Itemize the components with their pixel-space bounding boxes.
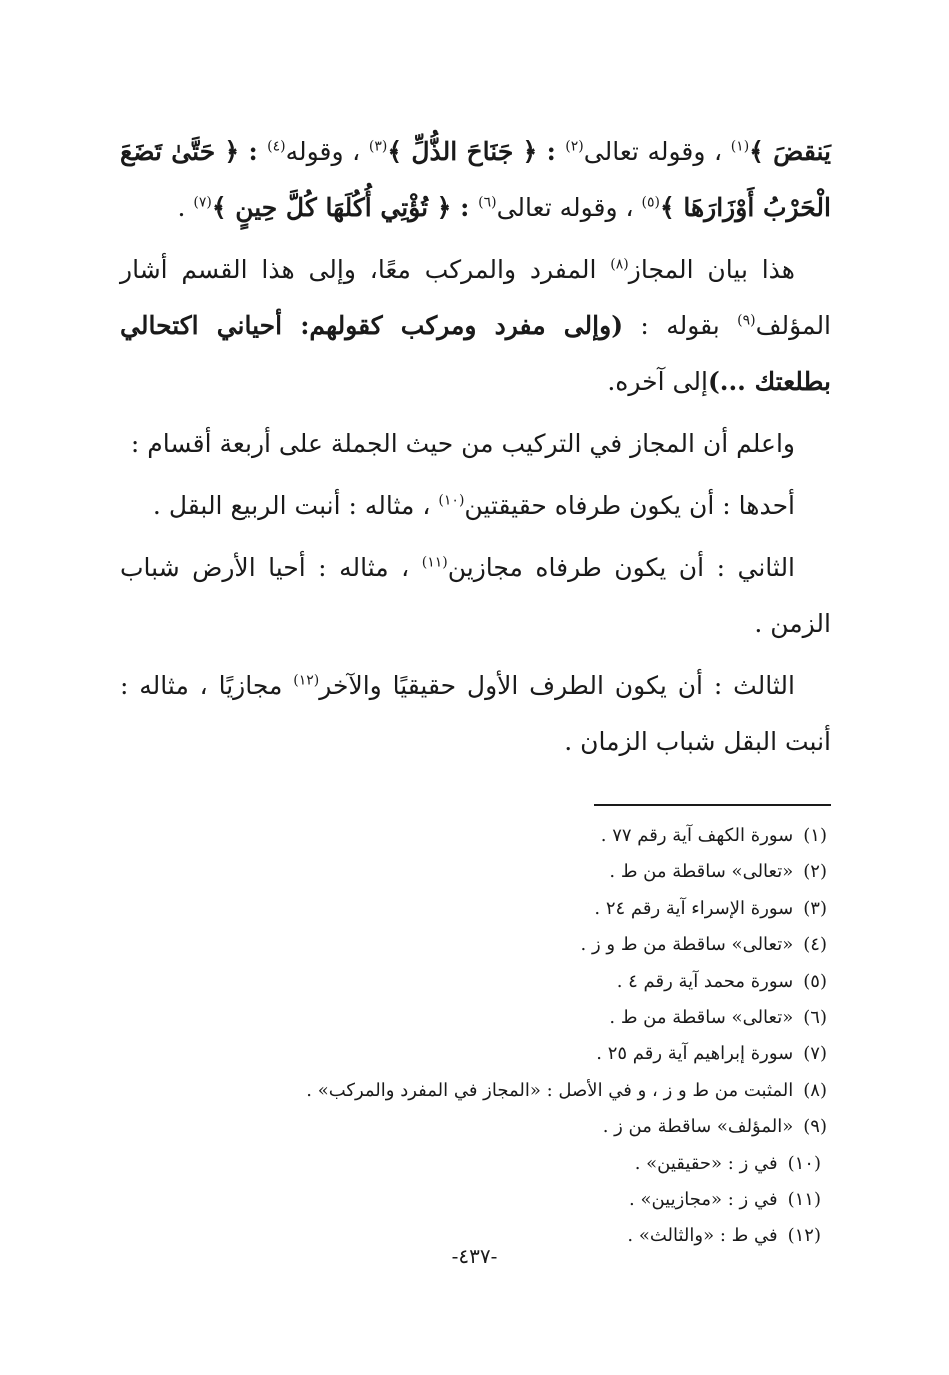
paragraph-majaz-explanation: [120, 242, 831, 410]
quran-fragment: : ﴿ حَتَّىٰ تَضَعَ الْحَرْبُ أَوْزَارَهَا ﴾: [120, 137, 831, 222]
footnote-text: «تعالى» ساقطة من ط و ز .: [580, 934, 794, 956]
footnote-number: (١): [803, 825, 827, 846]
text-run: المفرد والمركب معًا، وإلى هذا القسم أشار المؤلف: [120, 255, 832, 340]
footnote-item: [120, 1000, 831, 1036]
footnote-ref[interactable]: (٩): [737, 312, 756, 329]
footnote-item: [120, 818, 831, 854]
footnote-text: في ز : «مجازيين» .: [629, 1189, 778, 1211]
footnote-ref[interactable]: (٤): [267, 138, 286, 155]
paragraph-quran-citations: [120, 124, 831, 236]
footnote-ref[interactable]: (١١): [421, 554, 448, 571]
footnote-text: سورة الإسراء آية رقم ٢٤ .: [594, 897, 794, 919]
paragraph-third-section: [120, 658, 831, 770]
text-run: بقوله :: [623, 311, 738, 340]
footnote-number: (١١): [787, 1189, 821, 1211]
page-number: -٤٣٧-: [451, 1244, 498, 1268]
footnote-item: [120, 1036, 831, 1072]
footnote-number: (٩): [803, 1116, 827, 1138]
footnote-ref[interactable]: (٧): [193, 194, 212, 211]
footnote-item: [120, 891, 831, 927]
footnote-item: [120, 1182, 831, 1218]
footnote-ref[interactable]: (١): [730, 138, 750, 155]
footnote-text: «المؤلف» ساقطة من ز .: [602, 1116, 794, 1138]
footnote-ref[interactable]: (٥): [641, 194, 660, 211]
text-run: مجازيًا ، مثاله : أنبت البقل شباب الزمان .: [120, 671, 831, 756]
text-run: ، مثاله : أحيا الأرض شباب الزمن .: [120, 553, 831, 638]
text-run: ، مثاله : أنبت الربيع البقل .: [152, 491, 439, 520]
quran-fragment: يَنقضَ ﴾: [749, 137, 831, 166]
paragraph-second-section: [120, 540, 831, 652]
footnote-number: (٤): [803, 934, 827, 956]
footnote-number: (٨): [803, 1079, 827, 1101]
footnote-text: «تعالى» ساقطة من ط .: [609, 861, 794, 883]
footnote-divider: [594, 804, 831, 806]
footnote-item: [120, 964, 831, 1000]
text-run: الثالث : أن يكون الطرف الأول حقيقيًا والآخر: [319, 671, 795, 700]
footnote-item: [120, 1109, 831, 1145]
footnote-ref[interactable]: (٢): [565, 138, 584, 155]
footnote-ref[interactable]: (٣): [368, 138, 388, 155]
text-run: ، وقوله: [285, 137, 369, 166]
footnote-text: سورة إبراهيم آية رقم ٢٥ .: [596, 1043, 794, 1065]
footnote-ref[interactable]: (١٠): [438, 492, 465, 509]
footnote-item: [120, 1146, 831, 1182]
paragraph-first-section: [120, 478, 831, 534]
text-run: ، وقوله تعالى: [583, 137, 731, 166]
text-run: أحدها : أن يكون طرفاه حقيقتين: [464, 491, 795, 520]
footnote-text: في ز : «حقيقين» .: [634, 1152, 778, 1174]
footnote-text: «تعالى» ساقطة من ط .: [609, 1007, 794, 1029]
footnote-ref[interactable]: (١٢): [293, 672, 320, 689]
text-run: إلى آخره.: [607, 367, 708, 396]
page-body: [120, 124, 831, 1255]
footnote-text: المثبت من ط و ز ، و في الأصل : «المجاز في المفرد والمركب» .: [306, 1079, 794, 1101]
footnote-text: سورة الكهف آية رقم ٧٧ .: [600, 825, 794, 846]
footnote-number: (٣): [803, 897, 827, 919]
footnote-item: [120, 854, 831, 890]
footnote-text: سورة محمد آية رقم ٤ .: [616, 970, 794, 992]
footnote-item: [120, 927, 831, 963]
paragraph-four-sections: واعلم أن المجاز في التركيب من حيث الجملة على أربعة أقسام :: [130, 429, 795, 458]
footnote-ref[interactable]: (٨): [610, 256, 629, 273]
text-run: .: [177, 193, 194, 222]
text-run: الثاني : أن يكون طرفاه مجازين: [447, 553, 796, 582]
footnote-number: (٢): [803, 861, 827, 883]
author-quote: (وإلى مفرد ومركب كقولهم: أحياني اكتحالي بطلعتك ...): [120, 311, 831, 396]
quran-fragment: : ﴿ جَنَاحَ الذُّلِّ ﴾: [387, 137, 566, 166]
footnote-text: في ط : «والثالث» .: [627, 1225, 778, 1247]
footnote-ref[interactable]: (٦): [478, 194, 497, 211]
footnote-number: (٦): [803, 1007, 827, 1029]
footnote-number: (٧): [803, 1043, 827, 1065]
quran-fragment: : ﴿ تُؤْتِي أُكُلَهَا كُلَّ حِينٍ ﴾: [211, 193, 479, 222]
footnote-item: [120, 1073, 831, 1109]
footnote-number: (٥): [803, 970, 827, 992]
text-run: هذا بيان المجاز: [628, 255, 795, 284]
footnotes-list: [120, 818, 831, 1255]
footnote-number: (١٢): [787, 1225, 821, 1247]
text-run: ، وقوله تعالى: [496, 193, 642, 222]
footnote-number: (١٠): [787, 1152, 821, 1174]
